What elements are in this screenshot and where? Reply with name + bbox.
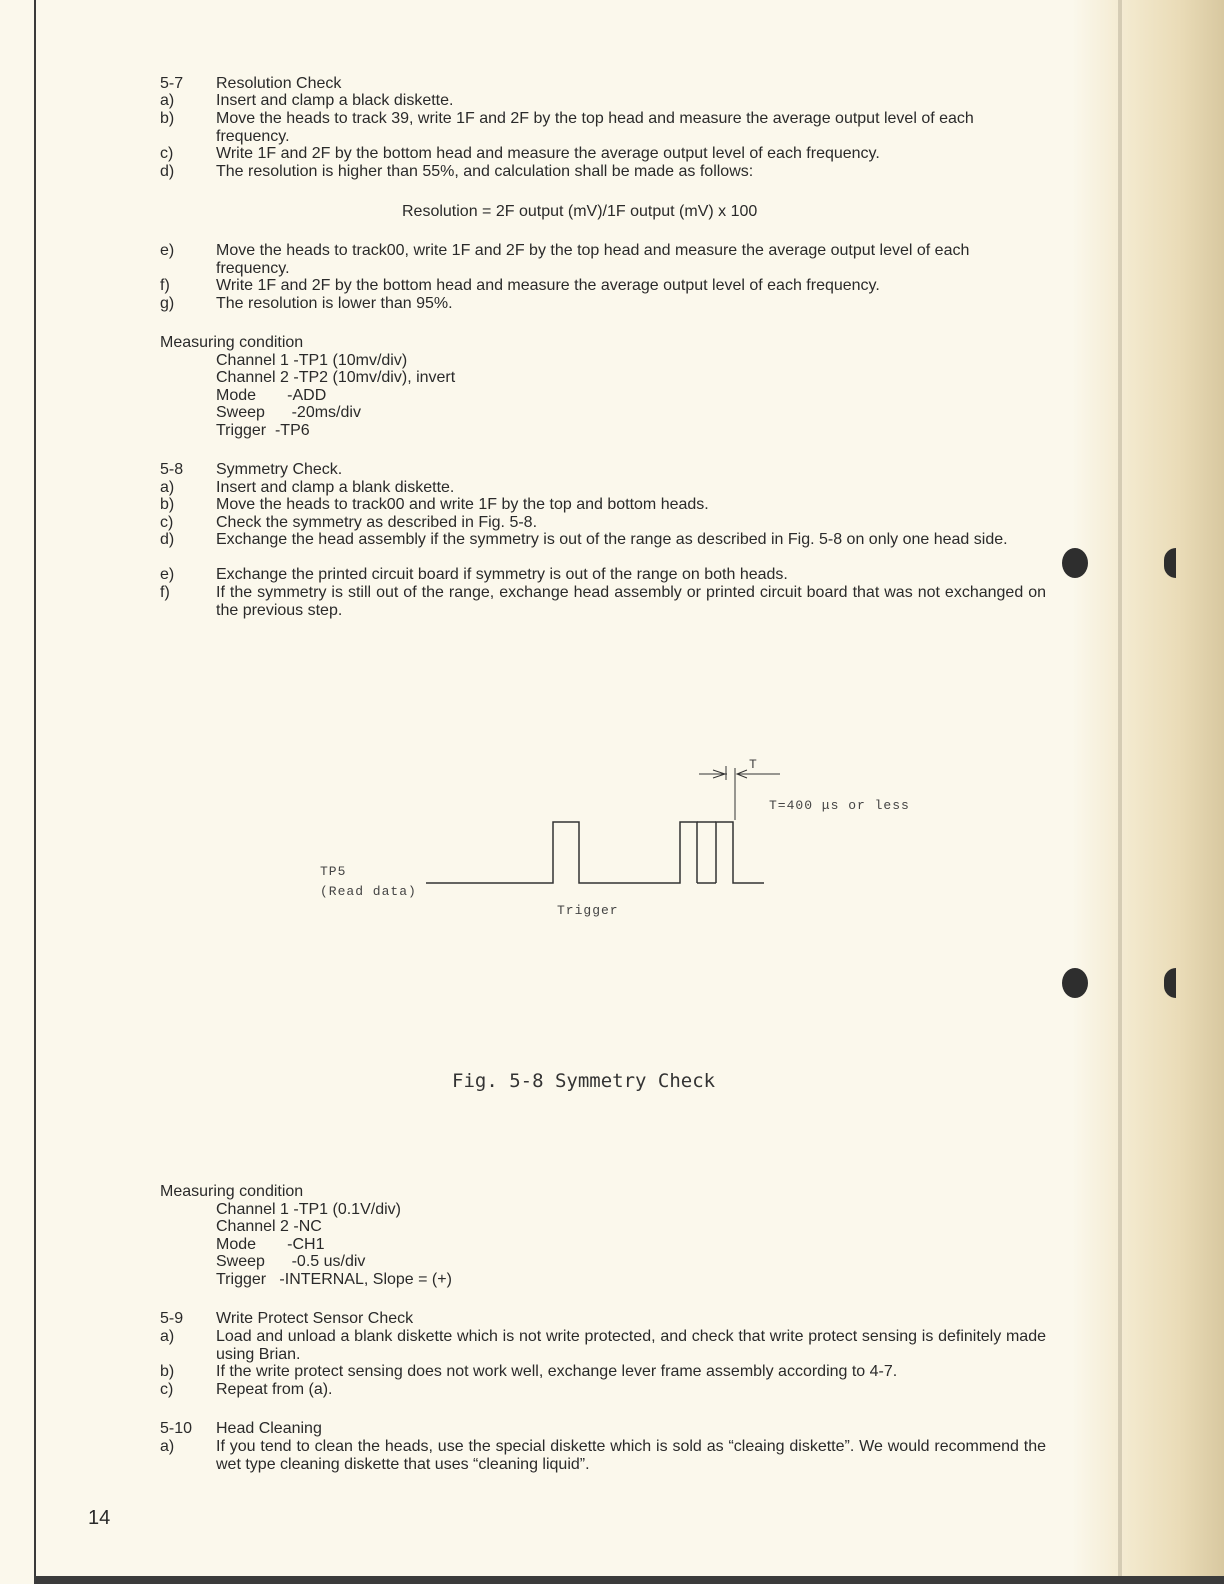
signal-label: TP5 xyxy=(320,864,347,879)
resolution-formula: Resolution = 2F output (mV)/1F output (mV) x 100 xyxy=(402,203,758,220)
step-label: b) xyxy=(160,496,175,513)
step-text: If the write protect sensing does not work well, exchange lever frame assembly according to 4-7. xyxy=(216,1363,898,1380)
step-text: Insert and clamp a black diskette. xyxy=(216,92,454,109)
measuring-row: Channel 1 -TP1 (10mv/div) xyxy=(216,352,408,369)
section-heading: Symmetry Check. xyxy=(216,461,343,478)
step-text: Move the heads to track 39, write 1F and 2F by the top head and measure the average output level of each frequency. xyxy=(216,110,974,145)
signal-sublabel: (Read data) xyxy=(320,884,417,899)
measuring-condition-title: Measuring condition xyxy=(160,334,304,351)
step-text: Load and unload a blank diskette which is not write protected, and check that write protect sensing is definitely made using Brian. xyxy=(216,1328,1046,1363)
measuring-row: Sweep -0.5 us/div xyxy=(216,1253,366,1270)
binder-hole-icon xyxy=(1164,548,1176,578)
step-text: Exchange the head assembly if the symmetry is out of the range as described in Fig. 5-8 on only one head side. xyxy=(216,531,1008,548)
step-label: a) xyxy=(160,1438,175,1455)
measuring-row: Trigger -INTERNAL, Slope = (+) xyxy=(216,1271,452,1288)
step-label: c) xyxy=(160,514,174,531)
step-label: c) xyxy=(160,1381,174,1398)
step-label: e) xyxy=(160,242,175,259)
measuring-row: Sweep -20ms/div xyxy=(216,404,361,421)
binder-hole-icon xyxy=(1062,548,1088,578)
measuring-row: Mode -ADD xyxy=(216,387,327,404)
step-label: b) xyxy=(160,1363,175,1380)
section-number: 5-8 xyxy=(160,461,184,478)
step-label: e) xyxy=(160,566,175,583)
step-label: f) xyxy=(160,584,170,601)
binder-hole-icon xyxy=(1164,968,1176,998)
measuring-condition-title: Measuring condition xyxy=(160,1183,304,1200)
measuring-row: Mode -CH1 xyxy=(216,1236,325,1253)
step-label: a) xyxy=(160,1328,175,1345)
binder-hole-icon xyxy=(1062,968,1088,998)
trigger-label: Trigger xyxy=(557,903,619,918)
step-text: Move the heads to track00, write 1F and 2F by the top head and measure the average output level of each frequency. xyxy=(216,242,970,277)
waveform-trace-right xyxy=(716,822,764,883)
measuring-row: Trigger -TP6 xyxy=(216,422,310,439)
t-label: T xyxy=(749,757,758,772)
step-label: f) xyxy=(160,277,170,294)
section-number: 5-9 xyxy=(160,1310,184,1327)
section-number: 5-7 xyxy=(160,75,184,92)
figure-caption: Fig. 5-8 Symmetry Check xyxy=(452,1070,716,1092)
section-heading: Write Protect Sensor Check xyxy=(216,1310,414,1327)
step-label: a) xyxy=(160,479,175,496)
step-text: Write 1F and 2F by the bottom head and measure the average output level of each frequency. xyxy=(216,277,880,294)
step-text: Insert and clamp a blank diskette. xyxy=(216,479,455,496)
step-text: If the symmetry is still out of the range, exchange head assembly or printed circuit board that was not exchanged on the previous step. xyxy=(216,584,1046,619)
step-label: d) xyxy=(160,531,175,548)
section-number: 5-10 xyxy=(160,1420,193,1437)
step-text: Write 1F and 2F by the bottom head and measure the average output level of each frequency. xyxy=(216,145,880,162)
step-text: The resolution is lower than 95%. xyxy=(216,295,453,312)
step-label: a) xyxy=(160,92,175,109)
measuring-row: Channel 1 -TP1 (0.1V/div) xyxy=(216,1201,401,1218)
step-label: c) xyxy=(160,145,174,162)
section-heading: Head Cleaning xyxy=(216,1420,322,1437)
step-label: g) xyxy=(160,295,175,312)
measuring-row: Channel 2 -TP2 (10mv/div), invert xyxy=(216,369,456,386)
step-text: If you tend to clean the heads, use the special diskette which is sold as “cleaing diskette”. We would recommend the wet type cleaning diskette that uses “cleaning liquid”. xyxy=(216,1438,1046,1473)
step-label: d) xyxy=(160,163,175,180)
page-edge-bottom xyxy=(34,1576,1224,1584)
section-heading: Resolution Check xyxy=(216,75,342,92)
step-text: Move the heads to track00 and write 1F by the top and bottom heads. xyxy=(216,496,709,513)
step-text: Exchange the printed circuit board if symmetry is out of the range on both heads. xyxy=(216,566,788,583)
page-number: 14 xyxy=(88,1507,111,1529)
measuring-row: Channel 2 -NC xyxy=(216,1218,322,1235)
step-text: Check the symmetry as described in Fig. 5-8. xyxy=(216,514,538,531)
step-label: b) xyxy=(160,110,175,127)
t-spec-label: T=400 μs or less xyxy=(769,798,910,813)
step-text: The resolution is higher than 55%, and calculation shall be made as follows: xyxy=(216,163,754,180)
step-text: Repeat from (a). xyxy=(216,1381,333,1398)
waveform-trace-left xyxy=(426,822,697,883)
read-data-waveform xyxy=(0,750,1224,950)
